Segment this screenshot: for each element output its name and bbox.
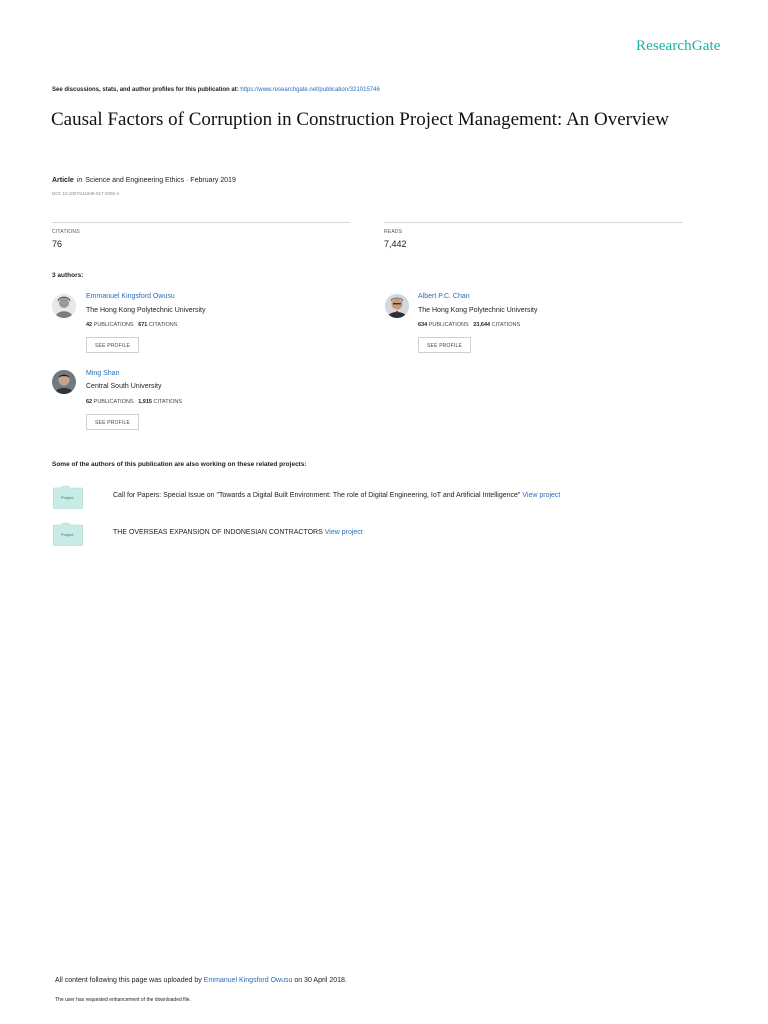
related-projects-heading: Some of the authors of this publication are also working on these related projects: <box>52 461 307 468</box>
project-1-title: Call for Papers: Special Issue on "Towards a Digital Built Environment: The role of Digital Engineering, IoT and Artificial Intelligence" <box>113 492 523 499</box>
project-2-title: THE OVERSEAS EXPANSION OF INDONESIAN CONTRACTORS <box>113 529 325 536</box>
divider-right <box>384 222 683 223</box>
author-3-institution: Central South University <box>86 383 162 390</box>
author-1-name[interactable]: Emmanuel Kingsford Owusu <box>86 293 175 300</box>
author-3-citations-count: 1,915 <box>138 399 152 405</box>
project-1-view-link[interactable]: View project <box>522 492 561 499</box>
author-3-publications-count: 62 <box>86 399 93 405</box>
author-1-institution: The Hong Kong Polytechnic University <box>86 307 206 314</box>
author-1-see-profile-button[interactable]: SEE PROFILE <box>86 337 139 353</box>
project-1-row <box>113 492 560 499</box>
author-2-name[interactable]: Albert P.C. Chan <box>418 293 470 300</box>
author-2-stats <box>418 322 520 328</box>
discussions-line <box>52 87 380 93</box>
journal-name[interactable]: Science and Engineering Ethics · February 2019 <box>85 177 236 184</box>
project-icon[interactable] <box>53 485 83 509</box>
project-2-row <box>113 529 363 536</box>
publication-meta <box>52 177 236 184</box>
project-icon[interactable] <box>53 522 83 546</box>
publication-title: Causal Factors of Corruption in Construction Project Management: An Overview <box>51 109 669 130</box>
author-3-see-profile-button[interactable]: SEE PROFILE <box>86 414 139 430</box>
researchgate-logo[interactable]: ResearchGate <box>636 38 721 54</box>
upload-suffix: on 30 April 2018. <box>292 977 347 984</box>
divider-left <box>52 222 350 223</box>
avatar-author-2[interactable] <box>385 294 409 318</box>
project-2-icon-label: Project <box>61 532 74 537</box>
author-2-citations-count: 23,644 <box>473 322 491 328</box>
citations-value: 76 <box>52 239 63 249</box>
uploader-link[interactable]: Emmanuel Kingsford Owusu <box>203 977 293 984</box>
author-2-publications-label: PUBLICATIONS <box>428 322 469 328</box>
upload-prefix: All content following this page was uploaded by <box>55 977 204 984</box>
upload-notice <box>55 977 347 984</box>
discussions-text: See discussions, stats, and author profiles for this publication at: <box>52 87 241 93</box>
author-3-publications-label: PUBLICATIONS <box>93 399 134 405</box>
author-3-citations-label: CITATIONS <box>153 399 183 405</box>
author-1-publications-count: 42 <box>86 322 93 328</box>
author-1-publications-label: PUBLICATIONS <box>93 322 134 328</box>
authors-heading: 3 authors: <box>52 272 84 279</box>
citations-label: CITATIONS <box>52 229 80 235</box>
author-2-see-profile-button[interactable]: SEE PROFILE <box>418 337 471 353</box>
author-1-citations-count: 671 <box>138 322 148 328</box>
reads-value: 7,442 <box>384 239 407 249</box>
author-1-stats <box>86 322 177 328</box>
person-photo-icon <box>52 370 76 394</box>
author-3-stats <box>86 399 182 405</box>
author-3-name[interactable]: Ming Shan <box>86 370 120 377</box>
avatar-author-1[interactable] <box>52 294 76 318</box>
person-sketch-icon <box>52 294 76 318</box>
avatar-author-3[interactable] <box>52 370 76 394</box>
author-2-publications-count: 634 <box>418 322 428 328</box>
project-1-icon-label: Project <box>61 495 74 500</box>
publication-url-link[interactable]: https://www.researchgate.net/publication/321015746 <box>240 87 380 93</box>
person-photo-icon <box>385 294 409 318</box>
enhancement-notice: The user has requested enhancement of the downloaded file. <box>55 997 191 1003</box>
author-2-institution: The Hong Kong Polytechnic University <box>418 307 538 314</box>
project-2-view-link[interactable]: View project <box>324 529 363 536</box>
article-type: Article <box>52 177 74 184</box>
author-2-citations-label: CITATIONS <box>491 322 521 328</box>
meta-in: in <box>76 177 83 184</box>
doi-text: DOI: 10.1007/s11948-017-0002-4 <box>52 191 119 196</box>
reads-label: READS <box>384 229 403 235</box>
author-1-citations-label: CITATIONS <box>148 322 178 328</box>
